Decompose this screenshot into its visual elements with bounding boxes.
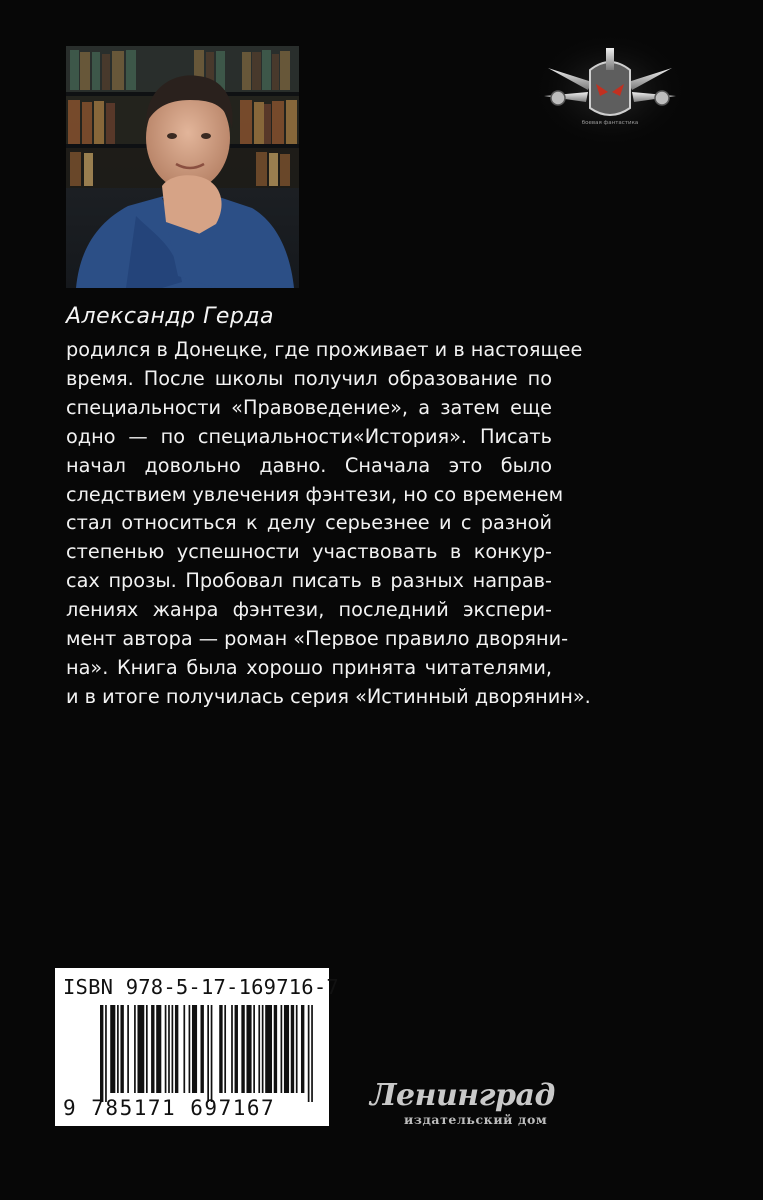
barcode-bar <box>246 1005 251 1093</box>
bio-line: специальности «Правоведение», а затем еще <box>66 395 552 419</box>
barcode-bar <box>253 1005 255 1093</box>
barcode-bar <box>110 1005 115 1093</box>
series-logo-caption: боевая фантастика <box>581 120 639 126</box>
barcode-bar <box>262 1005 264 1093</box>
barcode-bar <box>146 1005 148 1093</box>
publisher-logo <box>370 1078 560 1128</box>
barcode-bar <box>117 1005 119 1093</box>
barcode-bars <box>100 1005 318 1102</box>
publisher-name: Ленинград <box>370 1078 555 1113</box>
barcode-bar <box>134 1005 136 1093</box>
bio-line: родился в Донецке, где проживает и в настоящее <box>66 338 583 361</box>
barcode-bar <box>219 1005 222 1093</box>
barcode-bar <box>311 1005 313 1102</box>
barcode-bar <box>291 1005 294 1093</box>
barcode-bar <box>168 1005 170 1093</box>
bio-line: и в итоге получилась серия «Истинный дворянин». <box>66 684 591 708</box>
barcode-bar <box>284 1005 289 1093</box>
bio-line: время. После школы получил образование по <box>66 366 552 390</box>
barcode-bar <box>151 1005 154 1093</box>
bio-line: степенью успешности участвовать в конкур- <box>66 540 552 564</box>
barcode-bar <box>296 1005 298 1093</box>
barcode-bar <box>281 1005 283 1093</box>
barcode-bar <box>231 1005 233 1093</box>
bio-line: лениях жанра фэнтези, последний экспери- <box>66 598 552 622</box>
barcode-bar <box>211 1005 213 1102</box>
isbn-digits: 9 785171 697167 <box>63 1096 276 1120</box>
barcode-bar <box>127 1005 129 1093</box>
series-logo <box>530 30 690 150</box>
author-name: Александр Герда <box>66 304 275 329</box>
barcode-bar <box>172 1005 174 1093</box>
barcode-bar <box>207 1005 209 1102</box>
bio-line: на». Книга была хорошо принята читателями, <box>66 655 552 679</box>
barcode-bar <box>175 1005 178 1093</box>
barcode-bar <box>105 1005 107 1102</box>
bio-line: мент автора — роман «Первое правило дворяни- <box>66 627 569 651</box>
barcode-bar <box>183 1005 185 1093</box>
barcode-bar <box>235 1005 238 1093</box>
barcode-bar <box>192 1005 197 1093</box>
barcode-bar <box>137 1005 144 1093</box>
barcode-bar <box>274 1005 277 1093</box>
barcode-bar <box>224 1005 226 1093</box>
bio-line: одно — по специальности«История». Писать <box>66 424 552 448</box>
barcode-bar <box>100 1005 103 1102</box>
winged-helmet-emblem-icon <box>530 30 690 150</box>
isbn-barcode-box <box>55 968 339 1126</box>
barcode-bar <box>301 1005 304 1093</box>
author-bio <box>66 336 591 712</box>
barcode-bar <box>241 1005 244 1093</box>
barcode-bar <box>189 1005 191 1093</box>
bio-line: начал довольно давно. Сначала это было <box>66 453 552 477</box>
bio-line: следствием увлечения фэнтези, но со временем <box>66 482 564 506</box>
author-photo <box>66 46 299 288</box>
barcode-bar <box>156 1005 161 1093</box>
barcode-bar <box>165 1005 167 1093</box>
barcode-bar <box>120 1005 123 1093</box>
barcode-bar <box>258 1005 260 1093</box>
barcode-bar <box>200 1005 203 1093</box>
barcode-bar <box>265 1005 272 1093</box>
bio-line: стал относиться к делу серьезнее и с разной <box>66 511 552 535</box>
barcode-bar <box>308 1005 310 1102</box>
publisher-subtitle: издательский дом <box>404 1112 548 1127</box>
isbn-label: ISBN 978-5-17-169716-7 <box>63 975 339 999</box>
bio-line: сах прозы. Пробовал писать в разных направ- <box>66 569 552 593</box>
